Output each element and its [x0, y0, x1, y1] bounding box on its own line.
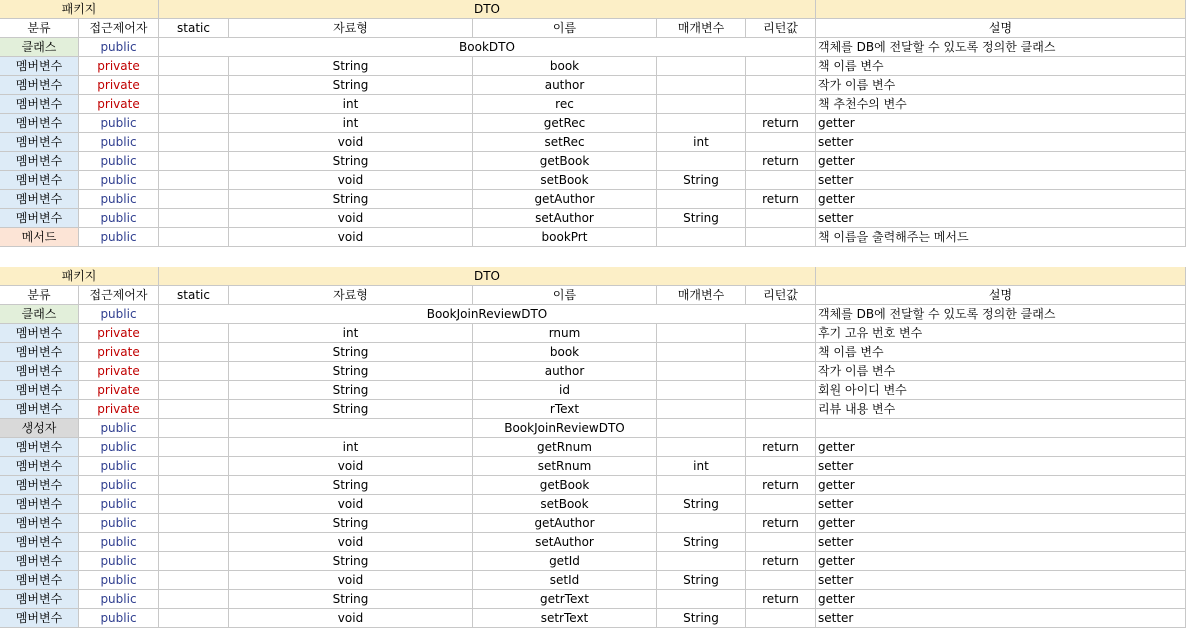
description-cell[interactable]: getter [816, 438, 1186, 457]
static-cell[interactable] [159, 324, 229, 343]
static-cell[interactable] [159, 133, 229, 152]
table-row [0, 324, 1186, 343]
table-row [0, 381, 1186, 400]
type-cell[interactable]: String [229, 381, 473, 400]
table-row [0, 457, 1186, 476]
kind-cell[interactable]: 클래스 [0, 305, 79, 324]
static-cell[interactable] [159, 571, 229, 590]
column-header-row [0, 286, 1186, 305]
table-row [0, 228, 1186, 247]
name-cell[interactable]: getId [473, 552, 657, 571]
type-cell[interactable]: String [229, 552, 473, 571]
static-cell[interactable] [159, 190, 229, 209]
static-cell[interactable] [159, 114, 229, 133]
type-cell[interactable]: String [229, 190, 473, 209]
return-cell[interactable]: return [746, 152, 816, 171]
description-cell[interactable] [816, 419, 1186, 438]
param-cell[interactable] [657, 343, 746, 362]
kind-cell[interactable]: 멤버변수 [0, 571, 79, 590]
description-cell[interactable]: 책 이름을 출력해주는 메서드 [816, 228, 1186, 247]
param-cell[interactable] [657, 324, 746, 343]
param-cell[interactable] [657, 362, 746, 381]
access-cell[interactable]: public [79, 228, 159, 247]
table-row [0, 438, 1186, 457]
description-cell[interactable]: 책 이름 변수 [816, 57, 1186, 76]
name-cell[interactable]: setAuthor [473, 533, 657, 552]
type-cell[interactable] [229, 419, 473, 438]
access-cell[interactable]: public [79, 590, 159, 609]
kind-cell[interactable]: 멤버변수 [0, 171, 79, 190]
description-cell[interactable]: 후기 고유 번호 변수 [816, 324, 1186, 343]
return-cell[interactable] [746, 76, 816, 95]
name-cell[interactable]: setrText [473, 609, 657, 628]
kind-cell[interactable]: 멤버변수 [0, 590, 79, 609]
return-cell[interactable] [746, 419, 816, 438]
description-cell[interactable]: setter [816, 495, 1186, 514]
table-row [0, 114, 1186, 133]
access-cell[interactable]: public [79, 305, 159, 324]
table-row [0, 76, 1186, 95]
name-cell[interactable]: author [473, 362, 657, 381]
return-cell[interactable] [746, 228, 816, 247]
static-cell[interactable] [159, 514, 229, 533]
table-row [0, 419, 1186, 438]
description-cell[interactable]: getter [816, 152, 1186, 171]
table-row [0, 400, 1186, 419]
description-cell[interactable]: getter [816, 190, 1186, 209]
param-cell[interactable] [657, 590, 746, 609]
param-cell[interactable]: String [657, 533, 746, 552]
kind-cell[interactable]: 클래스 [0, 38, 79, 57]
kind-cell[interactable]: 멤버변수 [0, 362, 79, 381]
static-cell[interactable] [159, 476, 229, 495]
name-cell[interactable]: rnum [473, 324, 657, 343]
column-header[interactable]: 설명 [816, 19, 1186, 38]
name-cell[interactable]: getBook [473, 476, 657, 495]
description-cell[interactable]: 책 추천수의 변수 [816, 95, 1186, 114]
kind-cell[interactable]: 멤버변수 [0, 400, 79, 419]
kind-cell[interactable]: 멤버변수 [0, 57, 79, 76]
static-cell[interactable] [159, 152, 229, 171]
static-cell[interactable] [159, 76, 229, 95]
static-cell[interactable] [159, 381, 229, 400]
description-cell[interactable]: setter [816, 133, 1186, 152]
description-cell[interactable]: getter [816, 590, 1186, 609]
kind-cell[interactable]: 멤버변수 [0, 133, 79, 152]
kind-cell[interactable]: 멤버변수 [0, 495, 79, 514]
access-cell[interactable]: public [79, 114, 159, 133]
return-cell[interactable]: return [746, 190, 816, 209]
name-cell[interactable]: rec [473, 95, 657, 114]
package-label-cell[interactable]: 패키지 [0, 267, 159, 286]
return-cell[interactable] [746, 533, 816, 552]
name-cell[interactable]: BookJoinReviewDTO [473, 419, 657, 438]
return-cell[interactable] [746, 495, 816, 514]
name-cell[interactable]: book [473, 343, 657, 362]
param-cell[interactable]: String [657, 171, 746, 190]
description-cell[interactable]: 책 이름 변수 [816, 343, 1186, 362]
description-cell[interactable]: getter [816, 114, 1186, 133]
param-cell[interactable] [657, 419, 746, 438]
return-cell[interactable] [746, 133, 816, 152]
param-cell[interactable] [657, 381, 746, 400]
package-name-cell[interactable]: DTO [159, 0, 816, 19]
access-cell[interactable]: private [79, 76, 159, 95]
kind-cell[interactable]: 멤버변수 [0, 457, 79, 476]
param-cell[interactable] [657, 552, 746, 571]
name-cell[interactable]: getRec [473, 114, 657, 133]
access-cell[interactable]: public [79, 533, 159, 552]
return-cell[interactable] [746, 171, 816, 190]
access-cell[interactable]: public [79, 38, 159, 57]
kind-cell[interactable]: 멤버변수 [0, 438, 79, 457]
type-cell[interactable]: void [229, 209, 473, 228]
kind-cell[interactable]: 멤버변수 [0, 343, 79, 362]
static-cell[interactable] [159, 362, 229, 381]
type-cell[interactable]: String [229, 476, 473, 495]
return-cell[interactable] [746, 400, 816, 419]
name-cell[interactable]: author [473, 76, 657, 95]
type-cell[interactable]: void [229, 457, 473, 476]
name-cell[interactable]: setBook [473, 495, 657, 514]
column-header[interactable]: 접근제어자 [79, 19, 159, 38]
column-header[interactable]: 설명 [816, 286, 1186, 305]
description-cell[interactable]: getter [816, 552, 1186, 571]
param-cell[interactable] [657, 114, 746, 133]
param-cell[interactable] [657, 190, 746, 209]
name-cell[interactable]: setRec [473, 133, 657, 152]
name-cell[interactable]: getAuthor [473, 514, 657, 533]
access-cell[interactable]: private [79, 362, 159, 381]
column-header[interactable]: 자료형 [229, 286, 473, 305]
column-header[interactable]: 분류 [0, 19, 79, 38]
type-cell[interactable]: void [229, 228, 473, 247]
description-cell[interactable]: 리뷰 내용 변수 [816, 400, 1186, 419]
static-cell[interactable] [159, 590, 229, 609]
kind-cell[interactable]: 멤버변수 [0, 209, 79, 228]
package-name-cell[interactable]: DTO [159, 267, 816, 286]
description-cell[interactable]: 작가 이름 변수 [816, 362, 1186, 381]
table-row [0, 590, 1186, 609]
access-cell[interactable]: public [79, 152, 159, 171]
table-row [0, 95, 1186, 114]
static-cell[interactable] [159, 609, 229, 628]
description-cell[interactable]: setter [816, 171, 1186, 190]
access-cell[interactable]: private [79, 324, 159, 343]
param-cell[interactable] [657, 95, 746, 114]
type-cell[interactable]: String [229, 152, 473, 171]
package-row [0, 0, 1186, 19]
kind-cell[interactable]: 멤버변수 [0, 476, 79, 495]
column-header[interactable]: 접근제어자 [79, 286, 159, 305]
table-row [0, 133, 1186, 152]
name-cell[interactable]: setId [473, 571, 657, 590]
return-cell[interactable]: return [746, 476, 816, 495]
type-cell[interactable]: int [229, 438, 473, 457]
kind-cell[interactable]: 멤버변수 [0, 609, 79, 628]
param-cell[interactable] [657, 476, 746, 495]
description-cell[interactable]: 회원 아이디 변수 [816, 381, 1186, 400]
return-cell[interactable] [746, 324, 816, 343]
type-cell[interactable]: String [229, 590, 473, 609]
description-cell[interactable]: setter [816, 457, 1186, 476]
access-cell[interactable]: public [79, 133, 159, 152]
description-cell[interactable]: setter [816, 571, 1186, 590]
class-row [0, 38, 1186, 57]
return-cell[interactable] [746, 343, 816, 362]
table-row [0, 57, 1186, 76]
column-header[interactable]: 분류 [0, 286, 79, 305]
kind-cell[interactable]: 멤버변수 [0, 190, 79, 209]
access-cell[interactable]: public [79, 209, 159, 228]
access-cell[interactable]: private [79, 381, 159, 400]
description-cell[interactable]: setter [816, 533, 1186, 552]
return-cell[interactable] [746, 381, 816, 400]
table-row [0, 171, 1186, 190]
name-cell[interactable]: id [473, 381, 657, 400]
static-cell[interactable] [159, 419, 229, 438]
static-cell[interactable] [159, 552, 229, 571]
type-cell[interactable]: void [229, 171, 473, 190]
access-cell[interactable]: public [79, 190, 159, 209]
column-header[interactable]: 리턴값 [746, 19, 816, 38]
access-cell[interactable]: public [79, 438, 159, 457]
description-cell[interactable]: 작가 이름 변수 [816, 76, 1186, 95]
table-row [0, 514, 1186, 533]
param-cell[interactable] [657, 228, 746, 247]
static-cell[interactable] [159, 438, 229, 457]
static-cell[interactable] [159, 95, 229, 114]
param-cell[interactable] [657, 152, 746, 171]
empty-cell[interactable] [816, 267, 1186, 286]
return-cell[interactable] [746, 609, 816, 628]
access-cell[interactable]: public [79, 495, 159, 514]
return-cell[interactable] [746, 209, 816, 228]
param-cell[interactable] [657, 57, 746, 76]
access-cell[interactable]: public [79, 419, 159, 438]
static-cell[interactable] [159, 209, 229, 228]
name-cell[interactable]: setAuthor [473, 209, 657, 228]
kind-cell[interactable]: 멤버변수 [0, 514, 79, 533]
description-cell[interactable]: getter [816, 476, 1186, 495]
return-cell[interactable]: return [746, 438, 816, 457]
access-cell[interactable]: public [79, 552, 159, 571]
table-row [0, 362, 1186, 381]
access-cell[interactable]: private [79, 400, 159, 419]
type-cell[interactable]: int [229, 324, 473, 343]
type-cell[interactable]: String [229, 76, 473, 95]
table-row [0, 552, 1186, 571]
static-cell[interactable] [159, 533, 229, 552]
kind-cell[interactable]: 멤버변수 [0, 381, 79, 400]
access-cell[interactable]: private [79, 95, 159, 114]
name-cell[interactable]: setBook [473, 171, 657, 190]
name-cell[interactable]: getAuthor [473, 190, 657, 209]
param-cell[interactable]: int [657, 457, 746, 476]
column-header[interactable]: static [159, 19, 229, 38]
column-header[interactable]: 리턴값 [746, 286, 816, 305]
access-cell[interactable]: public [79, 609, 159, 628]
return-cell[interactable]: return [746, 552, 816, 571]
access-cell[interactable]: public [79, 476, 159, 495]
table-row [0, 609, 1186, 628]
type-cell[interactable]: void [229, 609, 473, 628]
class-name-cell[interactable]: BookJoinReviewDTO [159, 305, 816, 324]
access-cell[interactable]: public [79, 171, 159, 190]
type-cell[interactable]: String [229, 400, 473, 419]
static-cell[interactable] [159, 171, 229, 190]
param-cell[interactable] [657, 76, 746, 95]
kind-cell[interactable]: 멤버변수 [0, 114, 79, 133]
kind-cell[interactable]: 멤버변수 [0, 552, 79, 571]
param-cell[interactable] [657, 400, 746, 419]
package-label-cell[interactable]: 패키지 [0, 0, 159, 19]
access-cell[interactable]: public [79, 457, 159, 476]
type-cell[interactable]: int [229, 114, 473, 133]
static-cell[interactable] [159, 57, 229, 76]
column-header[interactable]: 매개변수 [657, 19, 746, 38]
access-cell[interactable]: public [79, 514, 159, 533]
name-cell[interactable]: getBook [473, 152, 657, 171]
table-row [0, 209, 1186, 228]
param-cell[interactable] [657, 438, 746, 457]
type-cell[interactable]: void [229, 133, 473, 152]
type-cell[interactable]: String [229, 362, 473, 381]
description-cell[interactable]: setter [816, 609, 1186, 628]
type-cell[interactable]: String [229, 343, 473, 362]
type-cell[interactable]: int [229, 95, 473, 114]
column-header[interactable]: 이름 [473, 19, 657, 38]
return-cell[interactable] [746, 57, 816, 76]
kind-cell[interactable]: 생성자 [0, 419, 79, 438]
column-header-row [0, 19, 1186, 38]
column-header[interactable]: static [159, 286, 229, 305]
column-header[interactable]: 자료형 [229, 19, 473, 38]
package-row [0, 267, 1186, 286]
return-cell[interactable]: return [746, 114, 816, 133]
access-cell[interactable]: public [79, 571, 159, 590]
param-cell[interactable]: String [657, 571, 746, 590]
static-cell[interactable] [159, 495, 229, 514]
param-cell[interactable]: String [657, 609, 746, 628]
static-cell[interactable] [159, 228, 229, 247]
name-cell[interactable]: book [473, 57, 657, 76]
class-name-cell[interactable]: BookDTO [159, 38, 816, 57]
param-cell[interactable]: String [657, 495, 746, 514]
kind-cell[interactable]: 멤버변수 [0, 324, 79, 343]
type-cell[interactable]: String [229, 57, 473, 76]
class-row [0, 305, 1186, 324]
name-cell[interactable]: rText [473, 400, 657, 419]
type-cell[interactable]: String [229, 514, 473, 533]
type-cell[interactable]: void [229, 571, 473, 590]
static-cell[interactable] [159, 457, 229, 476]
kind-cell[interactable]: 메서드 [0, 228, 79, 247]
table-row [0, 571, 1186, 590]
column-header[interactable]: 매개변수 [657, 286, 746, 305]
table-row [0, 190, 1186, 209]
name-cell[interactable]: getRnum [473, 438, 657, 457]
return-cell[interactable]: return [746, 514, 816, 533]
type-cell[interactable]: void [229, 533, 473, 552]
return-cell[interactable]: return [746, 590, 816, 609]
kind-cell[interactable]: 멤버변수 [0, 533, 79, 552]
table-row [0, 152, 1186, 171]
return-cell[interactable] [746, 457, 816, 476]
param-cell[interactable] [657, 514, 746, 533]
name-cell[interactable]: getrText [473, 590, 657, 609]
access-cell[interactable]: private [79, 343, 159, 362]
param-cell[interactable]: int [657, 133, 746, 152]
table-row [0, 533, 1186, 552]
description-cell[interactable]: 객체를 DB에 전달할 수 있도록 정의한 클래스 [816, 38, 1186, 57]
name-cell[interactable]: setRnum [473, 457, 657, 476]
table-row [0, 495, 1186, 514]
description-cell[interactable]: setter [816, 209, 1186, 228]
column-header[interactable]: 이름 [473, 286, 657, 305]
return-cell[interactable] [746, 95, 816, 114]
type-cell[interactable]: void [229, 495, 473, 514]
param-cell[interactable]: String [657, 209, 746, 228]
description-cell[interactable]: 객체를 DB에 전달할 수 있도록 정의한 클래스 [816, 305, 1186, 324]
empty-cell[interactable] [816, 0, 1186, 19]
static-cell[interactable] [159, 343, 229, 362]
table-row [0, 476, 1186, 495]
kind-cell[interactable]: 멤버변수 [0, 95, 79, 114]
kind-cell[interactable]: 멤버변수 [0, 152, 79, 171]
return-cell[interactable] [746, 362, 816, 381]
return-cell[interactable] [746, 571, 816, 590]
access-cell[interactable]: private [79, 57, 159, 76]
name-cell[interactable]: bookPrt [473, 228, 657, 247]
description-cell[interactable]: getter [816, 514, 1186, 533]
static-cell[interactable] [159, 400, 229, 419]
table-row [0, 343, 1186, 362]
kind-cell[interactable]: 멤버변수 [0, 76, 79, 95]
